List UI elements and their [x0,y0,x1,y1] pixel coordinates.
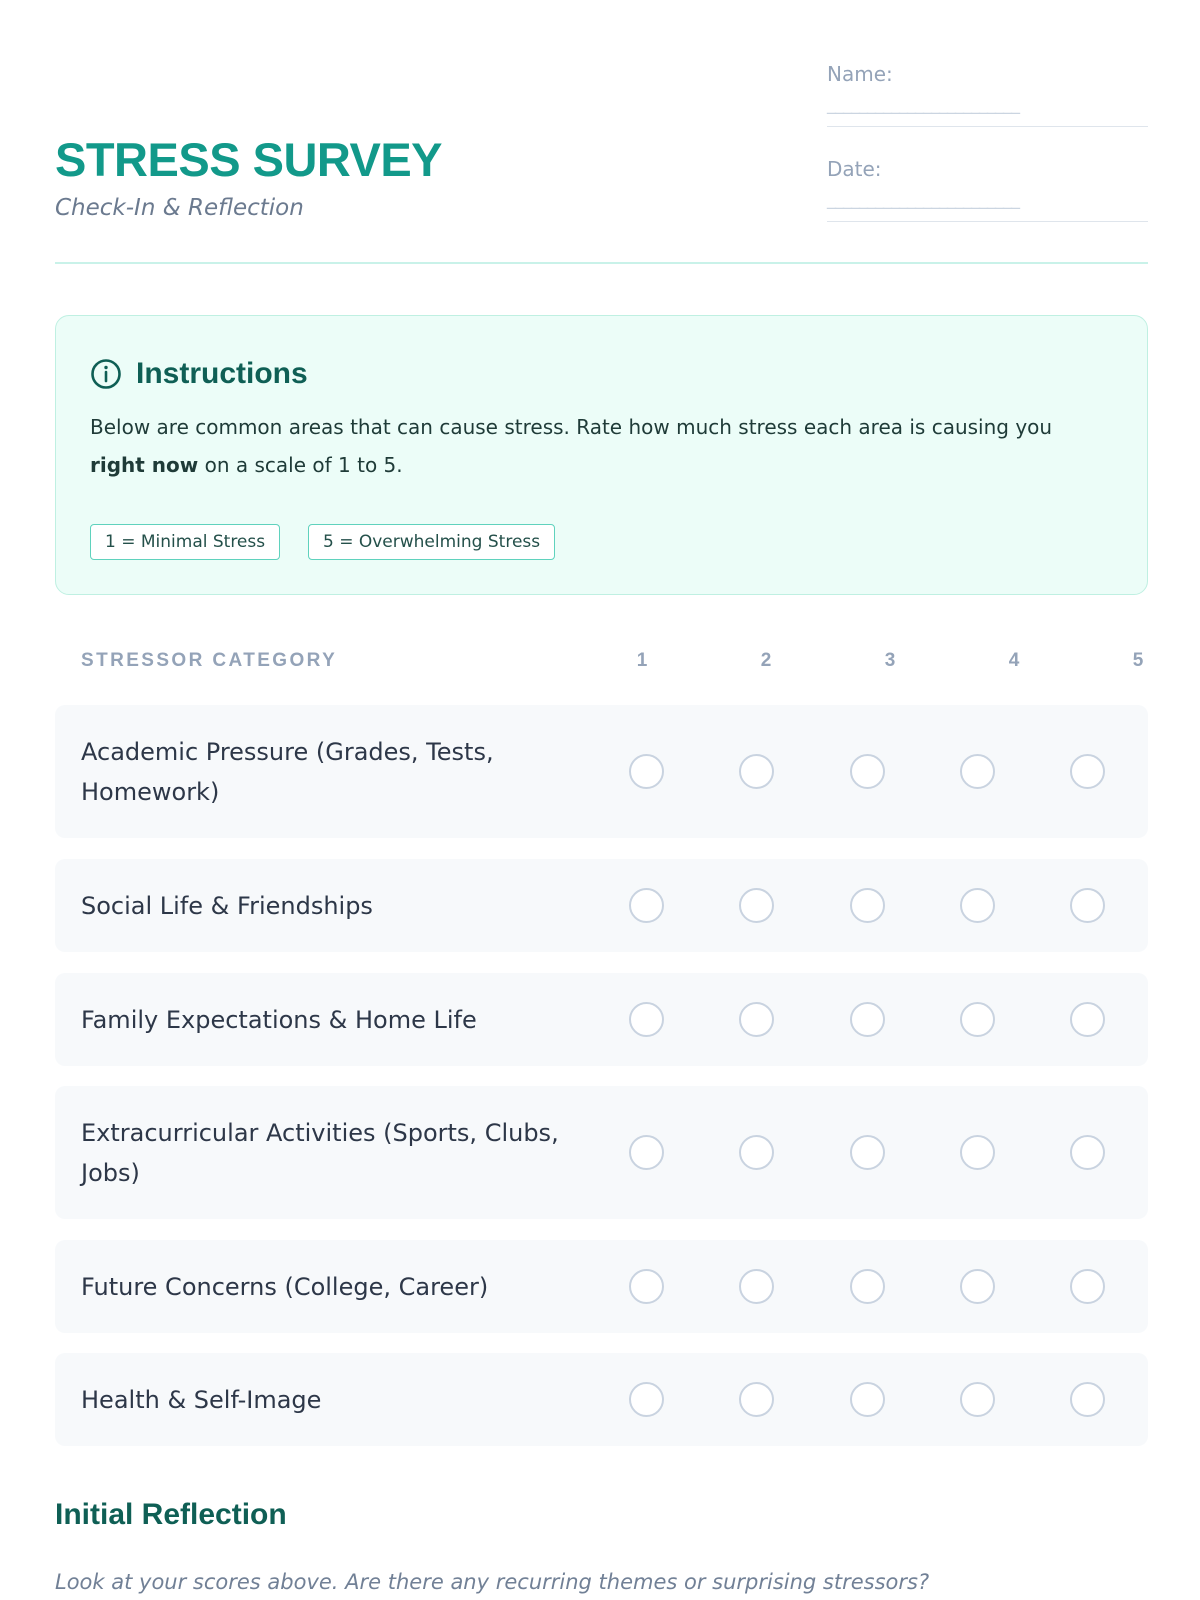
rating-radio-3[interactable] [850,1382,885,1417]
survey-header [55,0,1148,264]
instructions-text-start: Below are common areas that can cause stress. Rate how much stress each area is causing you [90,415,1053,439]
rating-radio-2[interactable] [739,888,774,923]
row-label: Family Expectations & Home Life [81,1005,477,1034]
rating-radio-1[interactable] [629,1382,664,1417]
date-label: Date: [827,157,882,181]
table-row [55,973,1148,1066]
rating-radio-1[interactable] [629,1269,664,1304]
rating-radio-5[interactable] [1070,1135,1105,1170]
info-icon [90,358,122,390]
row-label: Extracurricular Activities (Sports, Clubs, Jobs) [81,1118,559,1187]
rating-radio-3[interactable] [850,888,885,923]
table-header [55,650,1148,680]
rating-radio-2[interactable] [739,1135,774,1170]
reflection-title: Initial Reflection [55,1498,287,1531]
rating-radio-5[interactable] [1070,888,1105,923]
rating-radio-2[interactable] [739,754,774,789]
scale-header-1: 1 [636,650,648,671]
row-label: Health & Self-Image [81,1385,322,1414]
rating-radio-5[interactable] [1070,1269,1105,1304]
rating-radio-4[interactable] [960,754,995,789]
rating-radio-3[interactable] [850,1002,885,1037]
rating-radio-4[interactable] [960,1135,995,1170]
table-row [55,1086,1148,1219]
rating-radio-4[interactable] [960,1382,995,1417]
category-column-header: STRESSOR CATEGORY [81,650,338,671]
scale-header-4: 4 [1008,650,1020,671]
reflection-prompt: Look at your scores above. Are there any recurring themes or surprising stressors? [55,1570,930,1594]
name-field[interactable] [827,62,1148,127]
legend-max-chip: 5 = Overwhelming Stress [308,524,555,560]
instructions-text-emphasis: right now [90,453,199,477]
rating-radio-1[interactable] [629,888,664,923]
rating-radio-1[interactable] [629,1002,664,1037]
table-row [55,1353,1148,1446]
table-row [55,705,1148,838]
scale-header-3: 3 [884,650,896,671]
rating-radio-2[interactable] [739,1382,774,1417]
page-title: STRESS SURVEY [55,133,443,186]
table-row [55,859,1148,952]
rating-radio-2[interactable] [739,1002,774,1037]
row-label: Academic Pressure (Grades, Tests, Homework) [81,737,494,806]
instructions-card [55,315,1148,595]
survey-page [55,0,1148,1594]
name-label: Name: [827,62,893,86]
rating-radio-5[interactable] [1070,1382,1105,1417]
rating-radio-4[interactable] [960,888,995,923]
scale-header-5: 5 [1132,650,1144,671]
rating-radio-5[interactable] [1070,1002,1105,1037]
rating-radio-1[interactable] [629,754,664,789]
rating-radio-3[interactable] [850,1269,885,1304]
date-field[interactable] [827,157,1148,222]
rating-radio-2[interactable] [739,1269,774,1304]
name-blank-line: ________________________ [827,94,1019,115]
instructions-title: Instructions [136,357,308,390]
instructions-text [90,408,1110,484]
row-label: Future Concerns (College, Career) [81,1272,489,1301]
rating-radio-1[interactable] [629,1135,664,1170]
scale-header-2: 2 [760,650,772,671]
rating-radio-4[interactable] [960,1269,995,1304]
instructions-text-end: on a scale of 1 to 5. [198,453,403,477]
rating-radio-3[interactable] [850,754,885,789]
table-row [55,1240,1148,1333]
rating-radio-4[interactable] [960,1002,995,1037]
rating-radio-3[interactable] [850,1135,885,1170]
legend-min-chip: 1 = Minimal Stress [90,524,280,560]
page-subtitle: Check-In & Reflection [55,195,304,221]
row-label: Social Life & Friendships [81,891,373,920]
date-blank-line: ________________________ [827,189,1019,210]
rating-radio-5[interactable] [1070,754,1105,789]
